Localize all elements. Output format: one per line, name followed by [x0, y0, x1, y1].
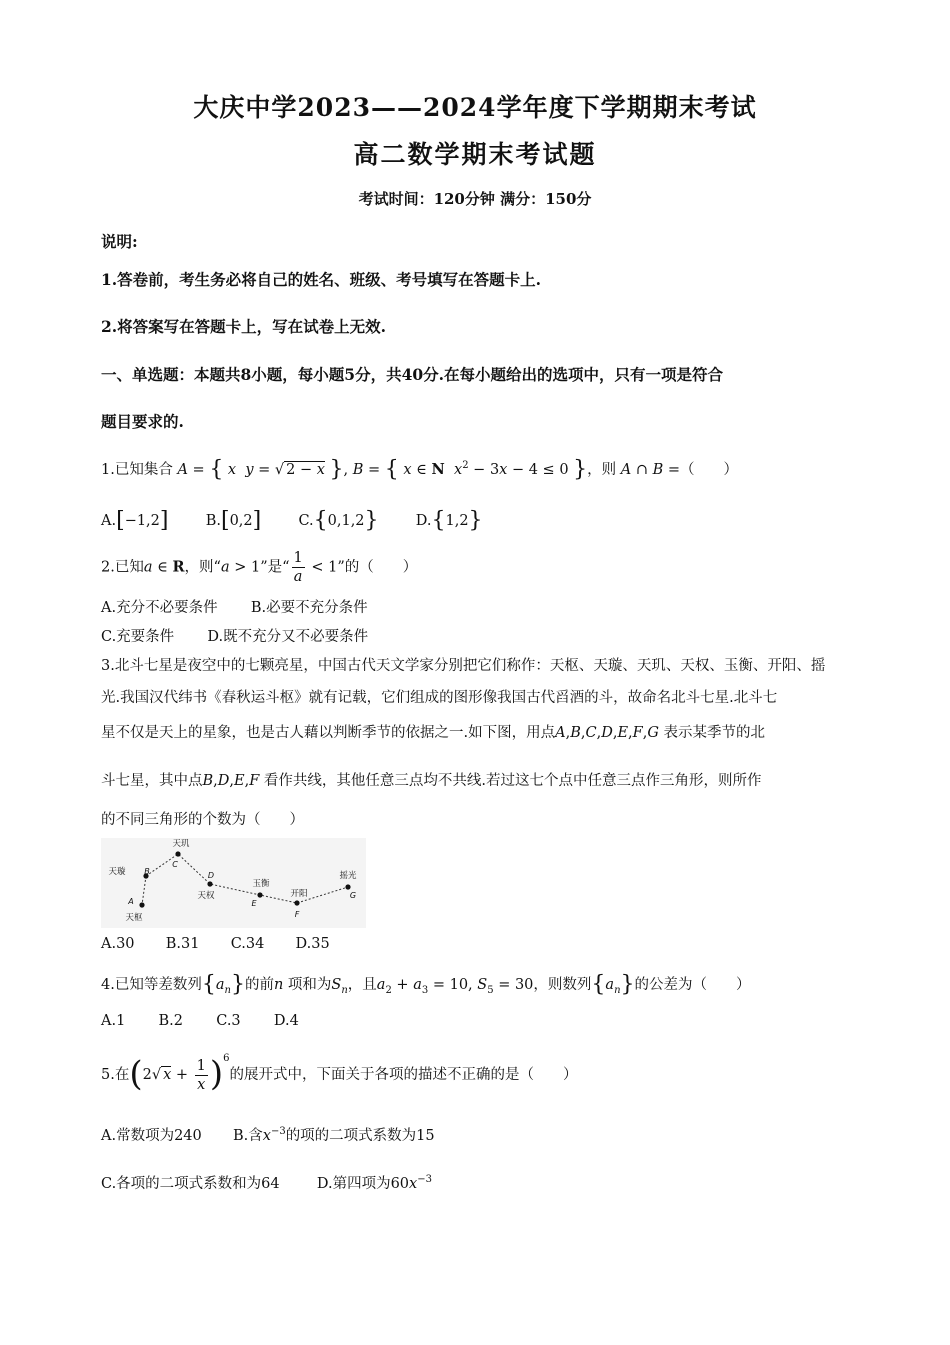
star-dot-d [207, 881, 212, 886]
q4-option-c: C.3 [216, 1013, 241, 1029]
question-4: 4.已知等差数列$\{a_n\}$的前n 项和为$S_n$，且$a_2 + a_3 = 10$, $S_5 = 30$，则数列$\{a_n\}$的公差为（ ） [101, 972, 751, 997]
q5-option-a: A.常数项为240 [101, 1128, 202, 1144]
big-dipper-figure [101, 838, 366, 928]
q3-options [101, 936, 330, 952]
q1-option-b: B.[0,2] [205, 508, 262, 533]
q3-line-1: 3.北斗七星是夜空中的七颗亮星，中国古代天文学家分别把它们称作：天枢、天璇、天玑、天权、玉衡、开阳、摇 [101, 658, 826, 674]
star-dot-a [139, 902, 144, 907]
question-5: 5.在(2√ x + $\frac{1}{x}$ )$^6$的展开式中，下面关于各项的描述不正确的是（ ） [101, 1053, 578, 1094]
q3-option-a: A.30 [101, 936, 135, 952]
q4-option-a: A.1 [101, 1013, 126, 1029]
star-dot-g [345, 884, 350, 889]
notes-item-2: 2.将答案写在答题卡上，写在试卷上无效. [101, 317, 387, 336]
q1-options [101, 508, 483, 533]
q5-option-c: C.各项的二项式系数和为64 [101, 1176, 280, 1192]
q5-options-row2 [101, 1172, 432, 1193]
star-dot-e [257, 892, 262, 897]
star-name-b: 天璇 [108, 867, 126, 877]
question-1: 1.已知集合 A = { x y = √ 2 − x }, B = { x ∈ N $x^2 - 3x - 4 \le 0$ }，则 A ∩ B =（ ） [101, 457, 739, 482]
star-letter-f: F [294, 910, 300, 919]
q1-stem: 1.已知集合 [101, 462, 173, 478]
q1-option-d: D.{1,2} [415, 508, 483, 533]
star-name-e: 玉衡 [252, 879, 270, 889]
section-heading-line2: 题目要求的. [101, 412, 184, 431]
q2-option-c: C.充要条件 [101, 629, 175, 645]
star-name-a: 天枢 [125, 913, 143, 923]
q4-option-d: D.4 [273, 1013, 299, 1029]
star-name-d: 天权 [197, 891, 215, 901]
star-letter-g: G [349, 891, 357, 900]
q3-line-4: 斗七星，其中点B,D,E,F 看作共线，其他任意三点均不共线.若过这七个点中任意三点作三角形，则所作 [101, 773, 762, 789]
exam-meta: 考试时间：120分钟 满分：150分 [358, 190, 592, 208]
star-name-g: 摇光 [339, 871, 357, 881]
question-2: 2.已知a ∈ R，则“a > 1”是“ $\frac{1}{a}$ < 1”的（ ） [101, 550, 418, 585]
star-letter-b: B [144, 867, 150, 876]
q3-line-2: 光.我国汉代纬书《春秋运斗枢》就有记载，它们组成的图形像我国古代舀酒的斗，故命名北斗七星.北斗七 [101, 690, 778, 706]
q2-option-a: A.充分不必要条件 [101, 600, 218, 616]
q2-option-b: B.必要不充分条件 [250, 600, 368, 616]
q4-option-b: B.2 [158, 1013, 184, 1029]
star-name-c: 天玑 [172, 839, 190, 849]
exam-title: 大庆中学2023——2024学年度下学期期末考试 [193, 93, 757, 122]
q2-options-row1 [101, 596, 368, 617]
section-heading-line1: 一、单选题：本题共8小题，每小题5分，共40分.在每小题给出的选项中，只有一项是符合 [101, 365, 724, 384]
q1-option-c: C.{0,1,2} [298, 508, 379, 533]
q3-option-b: B.31 [165, 936, 200, 952]
q5-options-row1 [101, 1124, 435, 1145]
star-letter-e: E [251, 899, 257, 908]
exam-subtitle: 高二数学期末考试题 [353, 140, 597, 169]
q3-option-d: D.35 [295, 936, 330, 952]
star-letter-d: D [207, 871, 215, 880]
q1-tail: ，则 [587, 462, 617, 478]
q3-option-c: C.34 [230, 936, 265, 952]
q1-paren: =（ ） [667, 462, 739, 478]
q5-option-b: B.含$x^{-3}$的项的二项式系数为15 [232, 1126, 435, 1144]
star-letter-a: A [128, 897, 134, 906]
star-dot-f [294, 900, 299, 905]
star-name-f: 开阳 [290, 889, 308, 899]
q4-options [101, 1013, 299, 1029]
q1-option-a: A.[−1,2] [101, 508, 169, 533]
q3-line-3: 星不仅是天上的星象，也是古人藉以判断季节的依据之一.如下图，用点A,B,C,D,E,F,G 表示某季节的北 [101, 725, 766, 741]
q3-line-5: 的不同三角形的个数为（ ） [101, 812, 304, 828]
notes-item-1: 1.答卷前，考生务必将自己的姓名、班级、考号填写在答题卡上. [101, 270, 542, 289]
star-dot-c [175, 851, 180, 856]
q5-option-d: D.第四项为$60x^{-3}$ [316, 1174, 432, 1192]
notes-heading: 说明: [101, 232, 138, 251]
q2-options-row2 [101, 625, 368, 646]
q2-option-d: D.既不充分又不必要条件 [207, 629, 369, 645]
star-letter-c: C [172, 860, 178, 869]
